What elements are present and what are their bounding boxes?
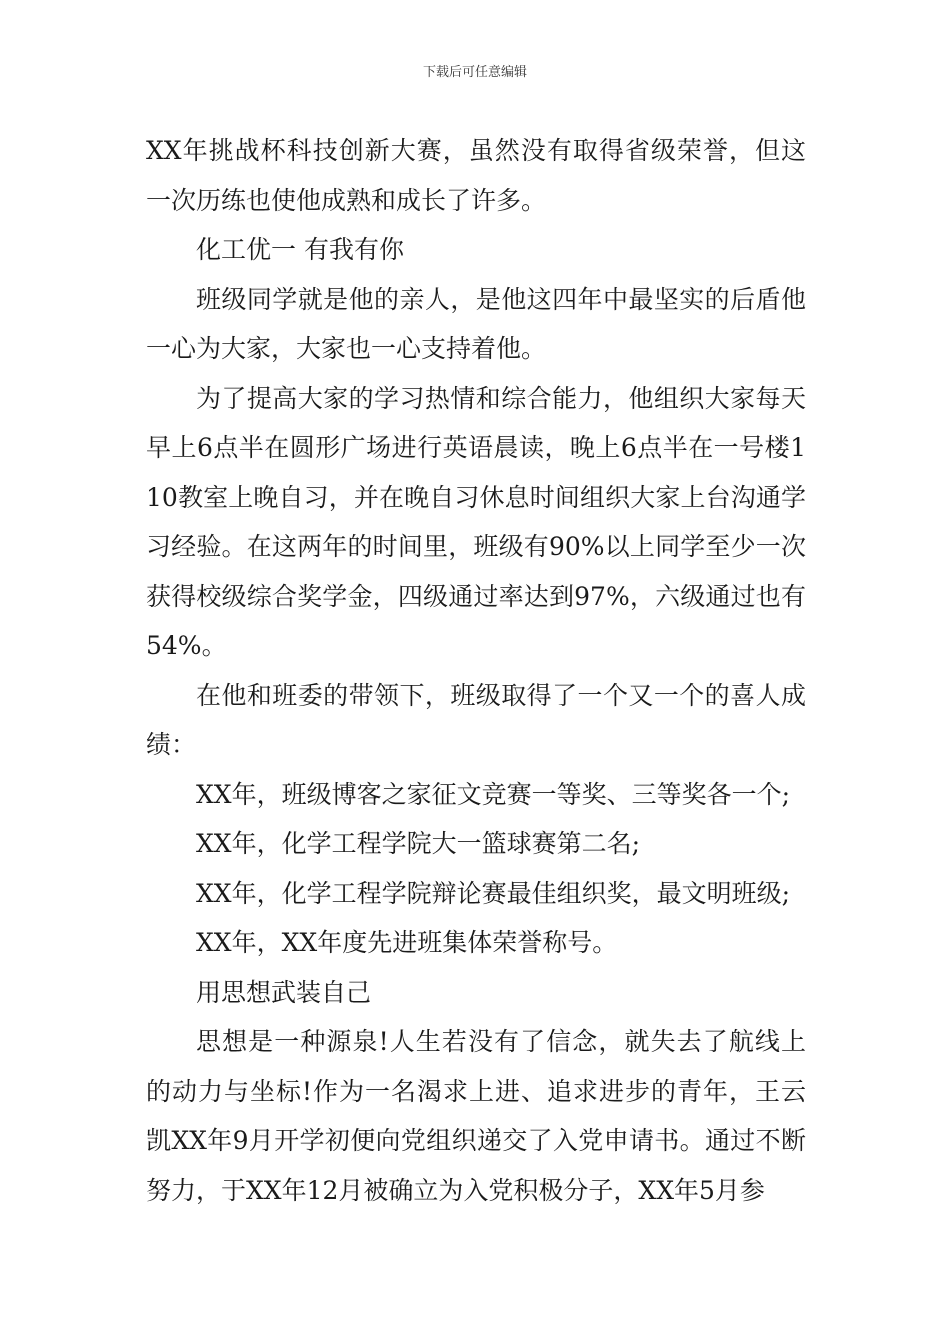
section-heading-class: 化工优一 有我有你 (196, 235, 404, 264)
achievement-item: XX年，化学工程学院大一篮球赛第二名; (196, 829, 641, 858)
page-header: 下载后可任意编辑 (422, 65, 527, 80)
achievement-item: XX年，化学工程学院辩论赛最佳组织奖，最文明班级; (196, 878, 791, 908)
paragraph-study-organization: 为了提高大家的学习热情和综合能力，他组织大家每天早上6点半在圆形广场进行英语晨读，晚上6点半在一号楼110教室上晚自习，并在晚自习休息时间组织大家上台沟通学习经验。在这两年的时间里，班级有90%以上同学至少一次获得校级综合奖学金，四级通过率达到97%，六级通过也有54%。 (146, 383, 806, 660)
paragraph-classmates: 班级同学就是他的亲人，是他这四年中最坚实的后盾他一心为大家，大家也一心支持着他。 (146, 284, 806, 363)
paragraph-thought: 思想是一种源泉!人生若没有了信念，就失去了航线上的动力与坐标!作为一名渴求上进、追求进步的青年，王云凯XX年9月开学初便向党组织递交了入党申请书。通过不断努力，于XX年12月被确立为入党积极分子，XX年5月参 (146, 1027, 806, 1205)
achievement-item: XX年，班级博客之家征文竞赛一等奖、三等奖各一个; (196, 779, 791, 809)
paragraph-achievements-intro: 在他和班委的带领下，班级取得了一个又一个的喜人成绩： (146, 680, 806, 759)
document-body (146, 126, 806, 1215)
paragraph-continuation: XX年挑战杯科技创新大赛，虽然没有取得省级荣誉，但这一次历练也使他成熟和成长了许多。 (146, 136, 806, 215)
achievement-item: XX年，XX年度先进班集体荣誉称号。 (196, 928, 618, 957)
section-heading-thought: 用思想武装自己 (196, 977, 372, 1007)
